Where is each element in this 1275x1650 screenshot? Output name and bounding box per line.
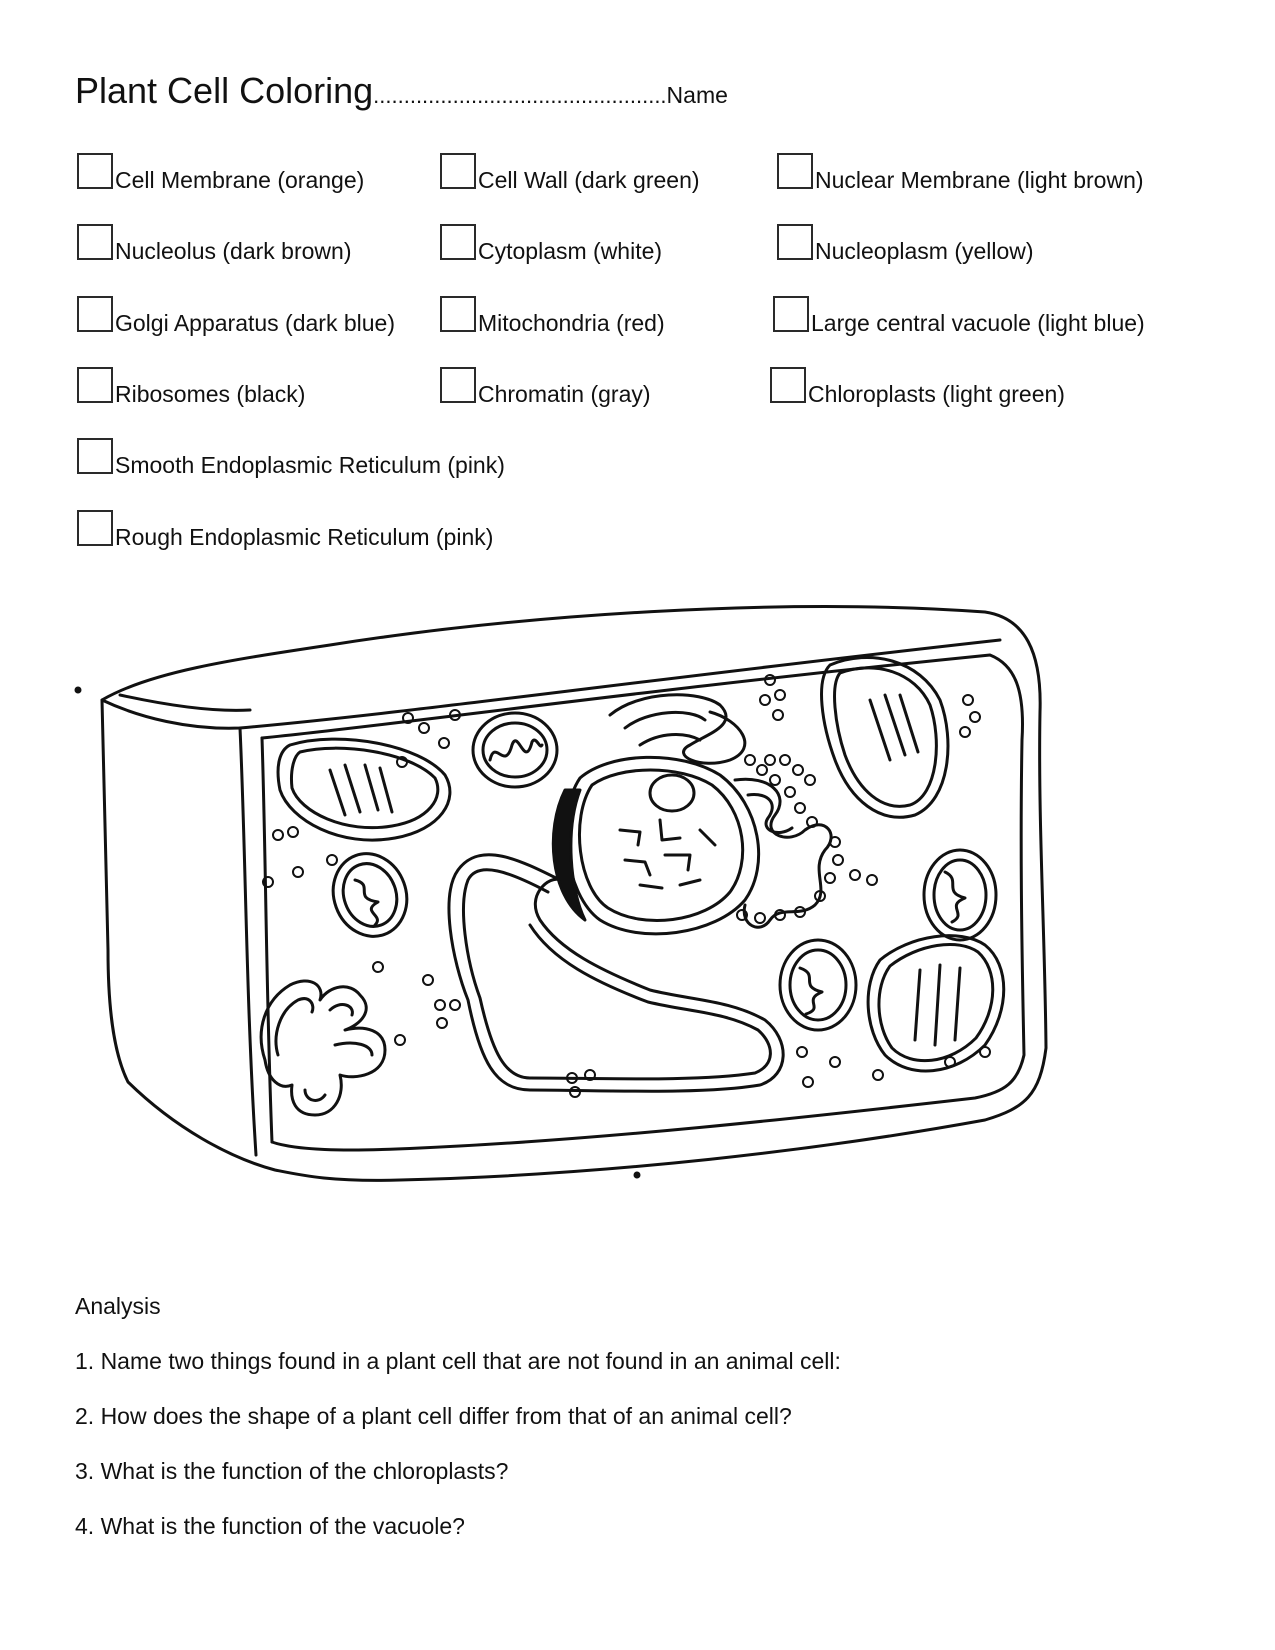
checkbox[interactable] <box>777 153 813 189</box>
nucleus <box>553 757 758 934</box>
checkbox[interactable] <box>77 224 113 260</box>
checkbox[interactable] <box>440 367 476 403</box>
page-title: Plant Cell Coloring <box>75 70 374 111</box>
checkbox[interactable] <box>77 153 113 189</box>
legend-label: Rough Endoplasmic Reticulum (pink) <box>115 524 494 550</box>
legend-label: Large central vacuole (light blue) <box>811 310 1145 336</box>
nucleolus <box>650 775 694 811</box>
mitochondrion-3 <box>924 850 996 940</box>
chromatin <box>620 820 715 888</box>
title-row <box>75 70 728 112</box>
mitochondrion-4 <box>780 940 856 1030</box>
analysis-heading: Analysis <box>75 1293 161 1319</box>
legend-label: Mitochondria (red) <box>478 310 665 336</box>
chloroplast-2 <box>822 658 948 818</box>
cell-wall-front-edge <box>240 728 256 1155</box>
question-1: 1. Name two things found in a plant cell that are not found in an animal cell: <box>75 1348 841 1374</box>
ribosomes <box>263 675 990 1097</box>
legend-label: Cell Membrane (orange) <box>115 167 365 193</box>
golgi-apparatus-bottom <box>261 981 385 1115</box>
legend-label: Golgi Apparatus (dark blue) <box>115 310 395 336</box>
chloroplast-1 <box>278 739 450 840</box>
name-label: Name <box>666 82 728 108</box>
speck <box>635 1173 639 1177</box>
question-3: 3. What is the function of the chloroplasts? <box>75 1458 509 1484</box>
legend-label: Nuclear Membrane (light brown) <box>815 167 1144 193</box>
legend-label: Cytoplasm (white) <box>478 238 663 264</box>
mitochondrion-1 <box>473 713 557 787</box>
checkbox[interactable] <box>77 438 113 474</box>
name-leader-dots: ................................................ <box>373 83 667 108</box>
legend-label: Chloroplasts (light green) <box>808 381 1065 407</box>
cell-wall-top-face <box>102 640 1000 728</box>
question-4: 4. What is the function of the vacuole? <box>75 1513 465 1539</box>
checkbox[interactable] <box>77 510 113 546</box>
checkbox[interactable] <box>770 367 806 403</box>
checkbox[interactable] <box>77 296 113 332</box>
question-2: 2. How does the shape of a plant cell differ from that of an animal cell? <box>75 1403 792 1429</box>
rough-er <box>735 755 843 927</box>
checkbox[interactable] <box>77 367 113 403</box>
legend-label: Nucleolus (dark brown) <box>115 238 352 264</box>
plant-cell-diagram <box>60 585 1120 1205</box>
checkbox[interactable] <box>777 224 813 260</box>
checkbox[interactable] <box>440 153 476 189</box>
legend-label: Nucleoplasm (yellow) <box>815 238 1034 264</box>
cell-wall-front-inner <box>262 738 272 1142</box>
chloroplast-3 <box>868 936 1004 1071</box>
legend-label: Ribosomes (black) <box>115 381 306 407</box>
speck <box>76 688 80 692</box>
checkbox[interactable] <box>773 296 809 332</box>
legend-label: Cell Wall (dark green) <box>478 167 700 193</box>
legend-label: Smooth Endoplasmic Reticulum (pink) <box>115 452 505 478</box>
cell-wall-top-inner <box>120 695 250 710</box>
checkbox[interactable] <box>440 296 476 332</box>
golgi-apparatus-top <box>610 695 745 764</box>
legend-label: Chromatin (gray) <box>478 381 651 407</box>
checkbox[interactable] <box>440 224 476 260</box>
